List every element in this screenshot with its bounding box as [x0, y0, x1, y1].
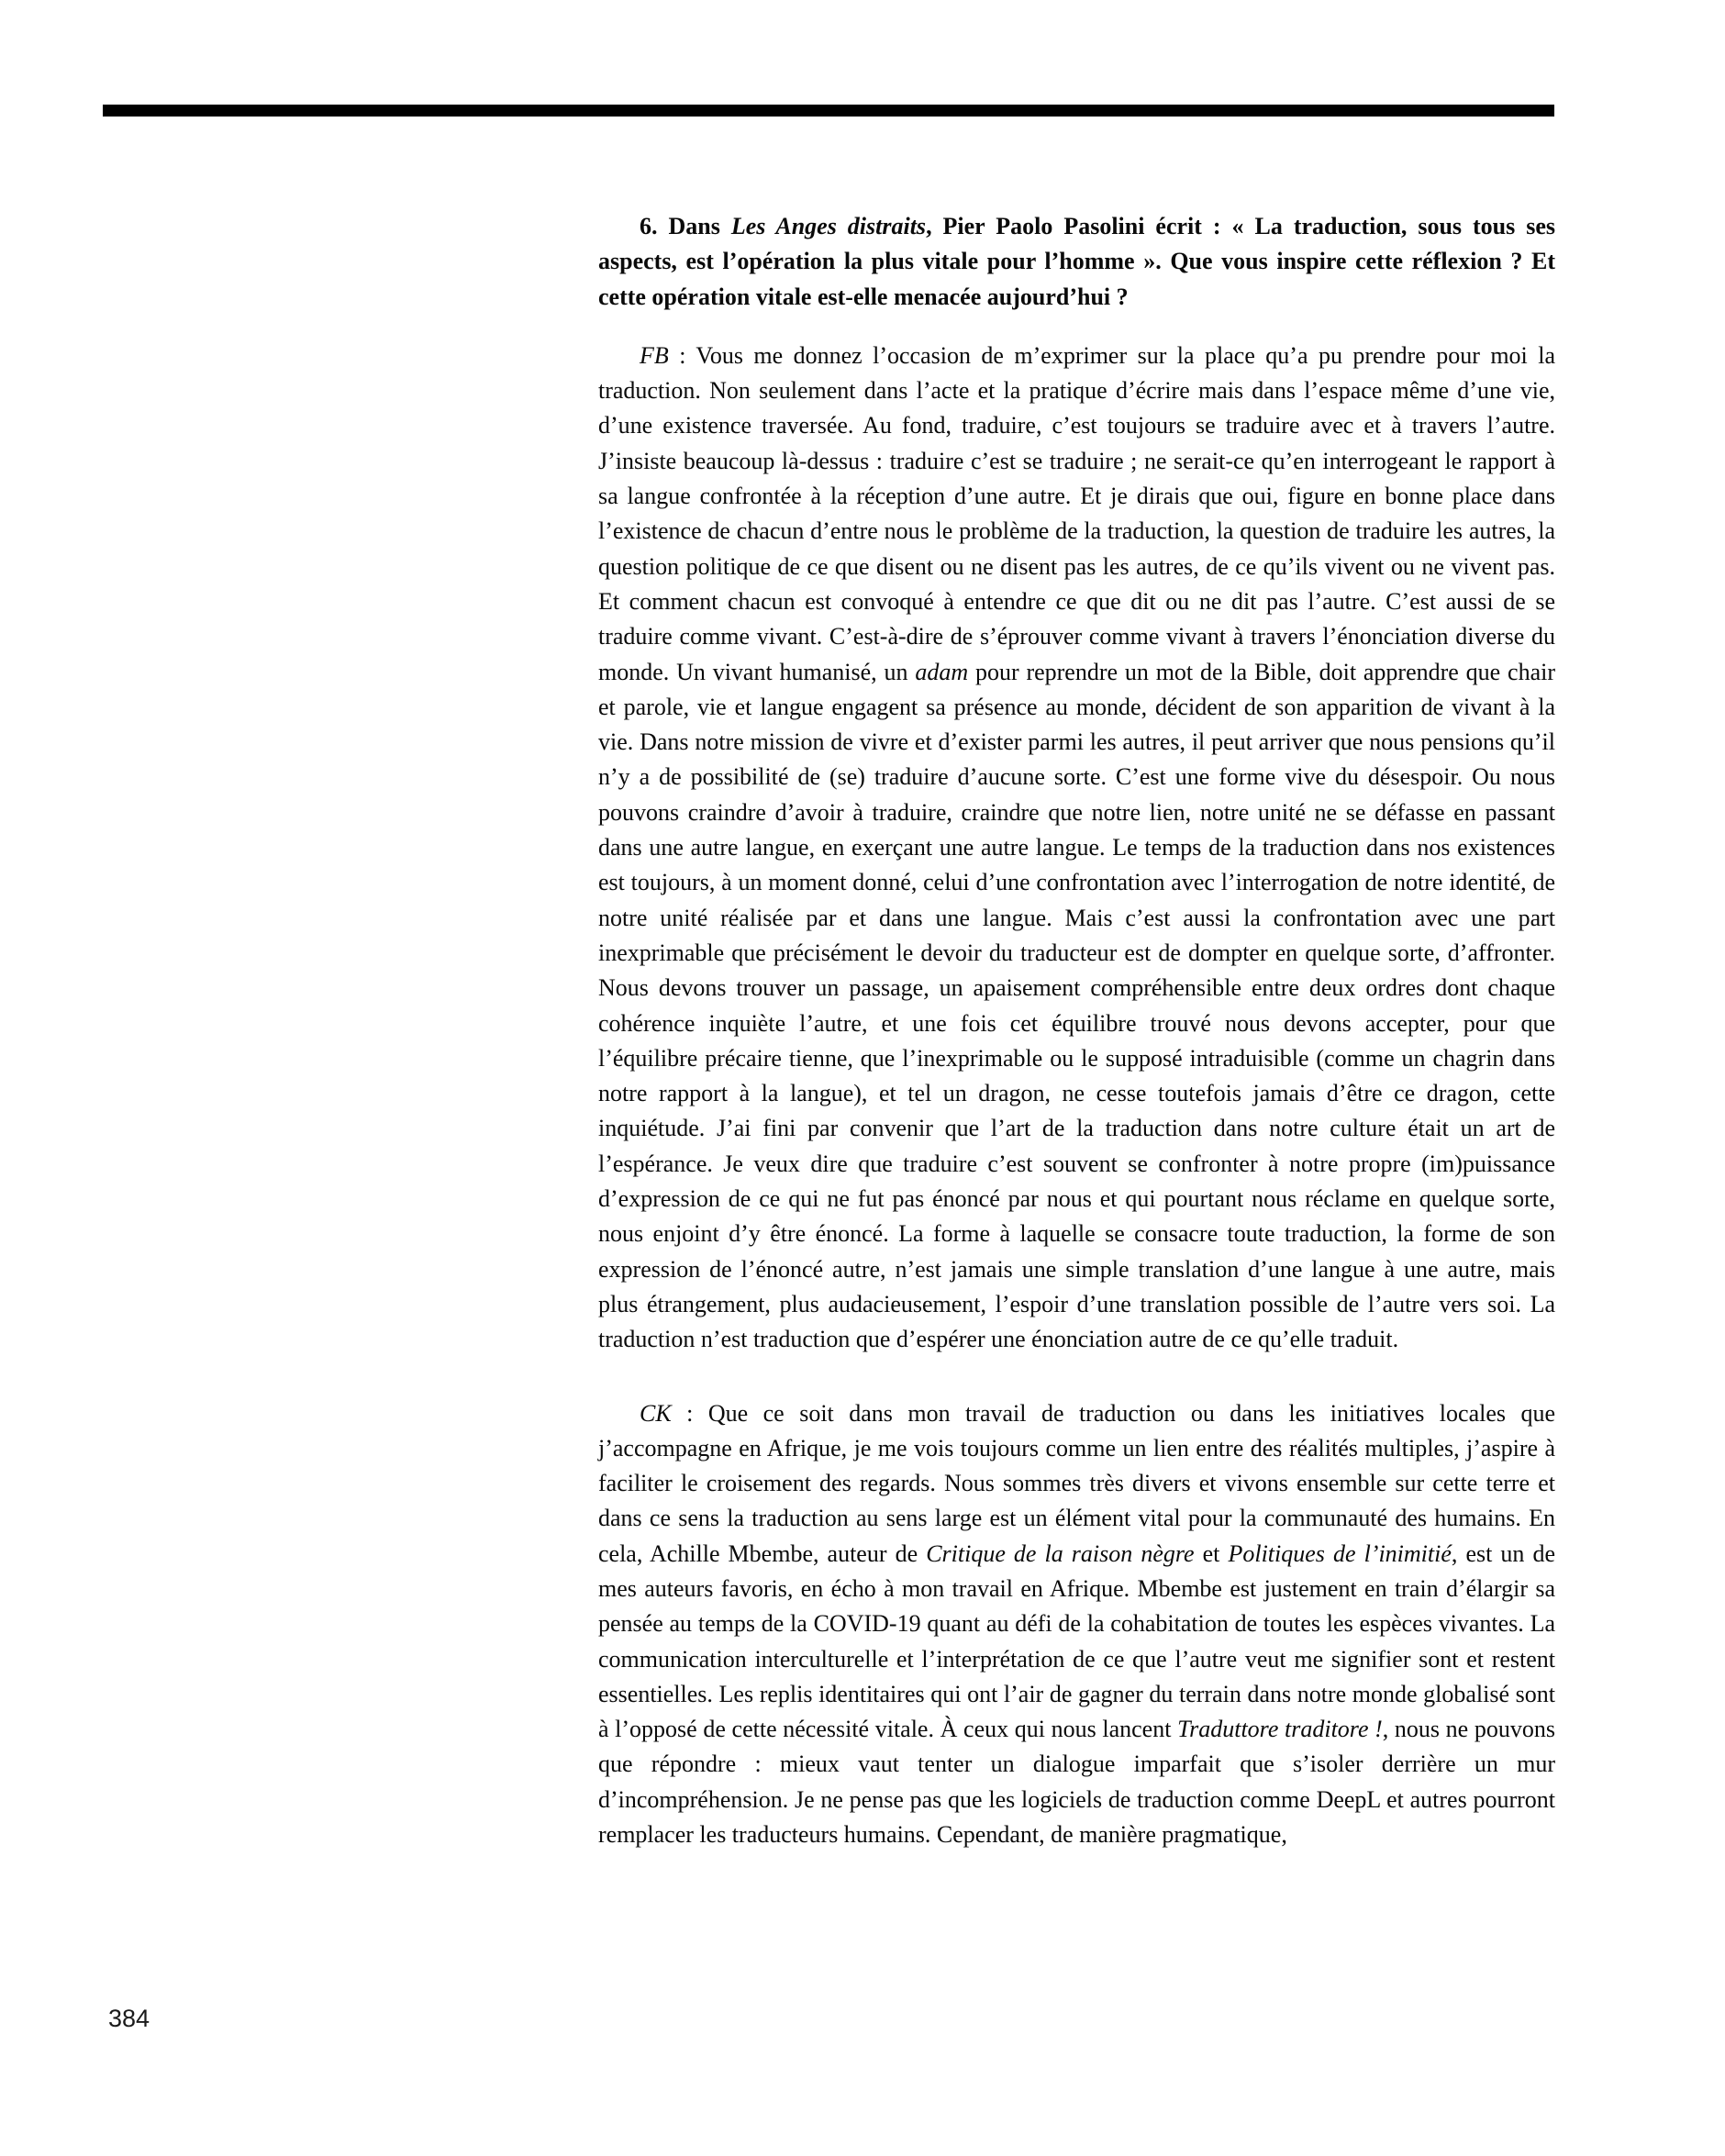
interview-question: 6. Dans Les Anges distraits, Pier Paolo Pasolini écrit : « La traduction, sous tous ses aspects, est l’opération la plus vitale pour l’homme ». Que vous inspire cette réflexion ? Et cette opération vitale est-elle menacée aujourd’hui ? — [598, 213, 1555, 310]
answer-paragraph-ck: CK : Que ce soit dans mon travail de traduction ou dans les initiatives locales que j’accompagne en Afrique, je me vois toujours comme un lien entre des réalités multiples, j’aspire à faciliter le croisement des regards. Nous sommes très divers et vivons ensemble sur cette terre et dans ce sens la traduction au sens large est un élément vital pour la communauté des humains. En cela, Achille Mbembe, auteur de Critique de la raison nègre et Politiques de l’inimitié, est un de mes auteurs favoris, en écho à mon travail en Afrique. Mbembe est justement en train d’élargir sa pensée au temps de la COVID-19 quant au défi de la cohabitation de toutes les espèces vivantes. La communication interculturelle et l’interprétation de ce que l’autre veut me signifier sont et restent essentielles. Les replis identitaires qui ont l’air de gagner du terrain dans notre monde globalisé sont à l’opposé de cette nécessité vitale. À ceux qui nous lancent Traduttore traditore !, nous ne pouvons que répondre : mieux vaut tenter un dialogue imparfait que s’isoler derrière un mur d’incompréhension. Je ne pense pas que les logiciels de traduction comme DeepL et autres pourront remplacer les traducteurs humains. Cependant, de manière pragmatique, — [598, 1399, 1555, 1849]
page-number: 384 — [108, 2005, 150, 2032]
top-rule — [103, 105, 1554, 117]
page-content — [598, 209, 1555, 1852]
answer-paragraph-fb: FB : Vous me donnez l’occasion de m’exprimer sur la place qu’a pu prendre pour moi la traduction. Non seulement dans l’acte et la pratique d’écrire mais dans l’espace même d’une vie, d’une existence traversée. Au fond, traduire, c’est toujours se traduire avec et à travers l’autre. J’insiste beaucoup là-dessus : traduire c’est se traduire ; ne serait-ce qu’en interrogeant le rapport à sa langue confrontée à la réception d’une autre. Et je dirais que oui, figure en bonne place dans l’existence de chacun d’entre nous le problème de la traduction, la question de traduire les autres, la question politique de ce que disent ou ne disent pas les autres, de ce qu’ils vivent ou ne vivent pas. Et comment chacun est convoqué à entendre ce que dit ou ne dit pas l’autre. C’est aussi de se traduire comme vivant. C’est-à-dire de s’éprouver comme vivant à travers l’énonciation diverse du monde. Un vivant humanisé, un adam pour reprendre un mot de la Bible, doit apprendre que chair et parole, vie et langue engagent sa présence au monde, décident de son apparition de vivant à la vie. Dans notre mission de vivre et d’exister parmi les autres, il peut arriver que nous pensions qu’il n’y a de possibilité de (se) traduire d’aucune sorte. C’est une forme vive du désespoir. Ou nous pouvons craindre d’avoir à traduire, craindre que notre lien, notre unité ne se défasse en passant dans une autre langue, en exerçant une autre langue. Le temps de la traduction dans nos existences est toujours, à un moment donné, celui d’une confrontation avec l’interrogation de notre identité, de notre unité réalisée par et dans une langue. Mais c’est aussi la confrontation avec une part inexprimable que précisément le devoir du traducteur est de dompter en quelque sorte, d’affronter. Nous devons trouver un passage, un apaisement compréhensible entre deux ordres dont chaque cohérence inquiète l’autre, et une fois cet équilibre trouvé nous devons accepter, pour que l’équilibre précaire tienne, que l’inexprimable ou le supposé intraduisible (comme un chagrin dans notre rapport à la langue), et tel un dragon, ne cesse toutefois jamais d’être ce dragon, cette inquiétude. J’ai fini par convenir que l’art de la traduction dans notre culture était un art de l’espérance. Je veux dire que traduire c’est souvent se confronter à notre propre (im)puissance d’expression de ce qui ne fut pas énoncé par nous et qui pourtant nous réclame en quelque sorte, nous enjoint d’y être énoncé. La forme à laquelle se consacre toute traduction, la forme de son expression de l’énoncé autre, n’est jamais une simple translation d’une langue à une autre, mais plus étrangement, plus audacieusement, l’espoir d’une translation possible de l’autre vers soi. La traduction n’est traduction que d’espérer une énonciation autre de ce qu’elle traduit. — [598, 341, 1555, 1353]
